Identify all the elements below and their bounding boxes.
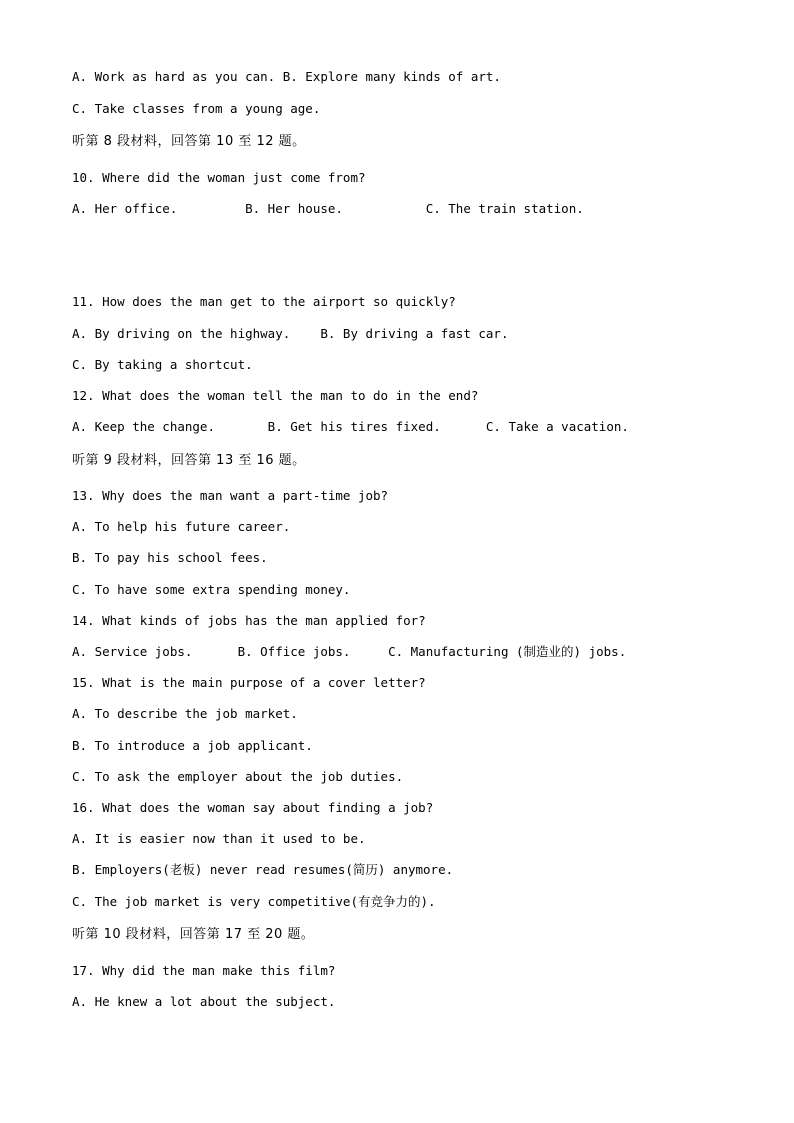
option-line: A. It is easier now than it used to be. — [72, 831, 366, 846]
option-line: A. To describe the job market. — [72, 706, 298, 721]
section-instruction: 听第 10 段材料，回答第 17 至 20 题。 — [72, 927, 315, 942]
question-line: 14. What kinds of jobs has the man applied for? — [72, 613, 426, 628]
section-instruction: 听第 8 段材料，回答第 10 至 12 题。 — [72, 134, 306, 149]
option-line: A. Work as hard as you can. B. Explore many kinds of art. — [72, 69, 501, 84]
question-line: 11. How does the man get to the airport so quickly? — [72, 294, 456, 309]
option-line: C. To ask the employer about the job duties. — [72, 769, 404, 784]
question-line: 17. Why did the man make this film? — [72, 963, 336, 978]
option-line: C. By taking a shortcut. — [72, 357, 253, 372]
section-instruction: 听第 9 段材料，回答第 13 至 16 题。 — [72, 453, 306, 468]
question-line: 12. What does the woman tell the man to do in the end? — [72, 388, 479, 403]
question-line: 10. Where did the woman just come from? — [72, 170, 366, 185]
question-line: 13. Why does the man want a part-time job? — [72, 488, 389, 503]
option-line: B. Employers(老板) never read resumes(简历) anymore. — [72, 862, 454, 877]
option-line: A. By driving on the highway. B. By driving a fast car. — [72, 326, 509, 341]
question-line: 16. What does the woman say about finding a job? — [72, 800, 434, 815]
option-line: A. Service jobs. B. Office jobs. C. Manufacturing (制造业的) jobs. — [72, 644, 627, 659]
question-line: 15. What is the main purpose of a cover letter? — [72, 675, 426, 690]
option-line: A. Keep the change. B. Get his tires fixed. C. Take a vacation. — [72, 419, 629, 434]
option-line: A. He knew a lot about the subject. — [72, 994, 336, 1009]
option-line: A. Her office. B. Her house. C. The train station. — [72, 201, 584, 216]
option-line: B. To introduce a job applicant. — [72, 738, 313, 753]
option-line: C. Take classes from a young age. — [72, 101, 321, 116]
option-line: C. To have some extra spending money. — [72, 582, 351, 597]
option-line: A. To help his future career. — [72, 519, 291, 534]
option-line: C. The job market is very competitive(有竞争力的). — [72, 894, 436, 909]
option-line: B. To pay his school fees. — [72, 550, 268, 565]
